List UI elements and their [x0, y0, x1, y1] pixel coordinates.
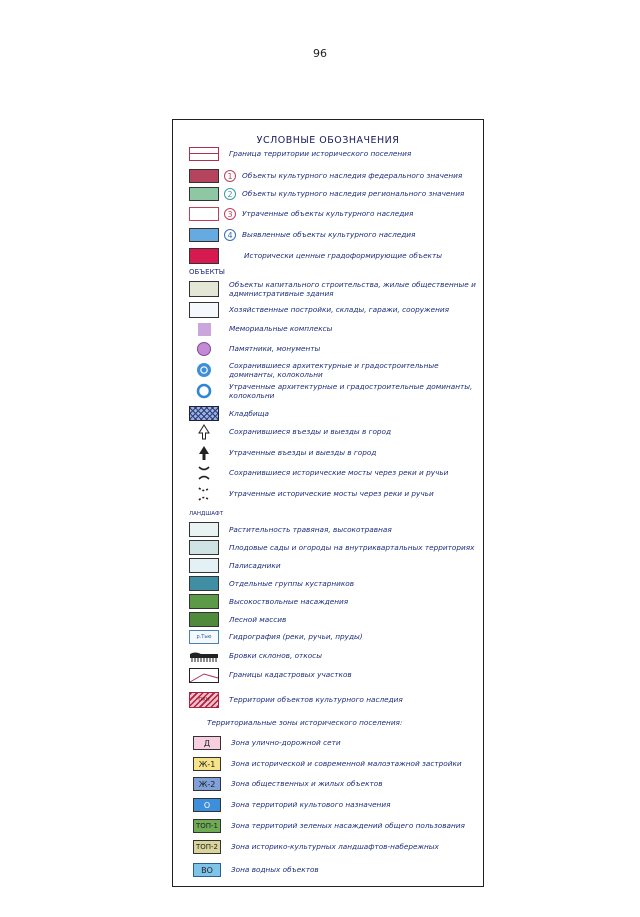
zone-row-zh2 — [193, 777, 477, 791]
legend-label: Исторически ценные градоформирующие объекты — [244, 251, 442, 261]
heritage-territory-swatch: ОКН — [189, 692, 219, 708]
legend-label: Растительность травяная, высокотравная — [229, 524, 392, 534]
legend-label: Объекты капитального строительства, жилые общественные и административные здания — [229, 280, 476, 299]
legend-label: Утраченные исторические мосты через реки и ручьи — [229, 489, 434, 499]
zone-row-zh1 — [193, 757, 477, 771]
legend-label: Территории объектов культурного наследия — [229, 695, 403, 705]
zone-badge: ТОП-1 — [193, 819, 221, 833]
grass-swatch — [189, 522, 219, 537]
legend-row-cadastral — [189, 667, 477, 683]
legend-label: Палисадники — [229, 560, 281, 570]
legend-label: Сохранившиеся архитектурные и градостроительные доминанты, колокольни — [229, 361, 439, 380]
legend-row-gardens — [189, 540, 477, 555]
legend-label: Границы кадастровых участков — [229, 670, 352, 680]
section-landscape: ЛАНДШАФТ — [189, 511, 224, 517]
legend-label: Высокоствольные насаждения — [229, 596, 349, 606]
legend-row-dominant — [189, 361, 477, 379]
zone-row-top2 — [193, 840, 477, 854]
shrubs-swatch — [189, 576, 219, 591]
federal-swatch — [189, 169, 219, 183]
zone-row-top1 — [193, 819, 477, 833]
legend-row-bridge — [189, 465, 477, 481]
legend-label: Сохранившиеся исторические мосты через реки и ручьи — [229, 468, 449, 478]
number-badge: 4 — [224, 229, 236, 241]
legend-row-shrubs — [189, 576, 477, 591]
legend-row-grass — [189, 522, 477, 537]
legend-row-identified — [189, 228, 477, 242]
regional-swatch — [189, 187, 219, 201]
legend-row-outbuildings — [189, 302, 477, 318]
legend-row-lost-dominant — [189, 382, 477, 400]
zone-badge: Ж-2 — [193, 777, 221, 791]
legend-row-boundary — [189, 147, 477, 161]
legend-label: Бровки склонов, откосы — [229, 651, 322, 661]
legend-label: Зона общественных и жилых объектов — [231, 779, 383, 789]
legend-row-entrance — [189, 424, 477, 440]
legend-row-lost-entrance — [189, 445, 477, 461]
legend-title: УСЛОВНЫЕ ОБОЗНАЧЕНИЯ — [256, 135, 400, 146]
legend-label: Зона историко-культурных ландшафтов-набережных — [231, 842, 439, 852]
legend-label: Отдельные группы кустарников — [229, 578, 355, 588]
zone-badge: ВО — [193, 863, 221, 877]
number-badge: 2 — [224, 188, 236, 200]
legend-label: Мемориальные комплексы — [229, 324, 333, 334]
zone-row-vo — [193, 863, 477, 877]
legend-row-regional — [189, 187, 477, 201]
number-badge: 1 — [224, 170, 236, 182]
cadastral-icon — [189, 667, 219, 683]
legend-row-hydro — [189, 630, 477, 644]
legend-row-forest — [189, 612, 477, 627]
identified-swatch — [189, 228, 219, 242]
cemetery-swatch — [189, 406, 219, 421]
legend-label: Хозяйственные постройки, склады, гаражи, сооружения — [229, 305, 449, 315]
legend-row-memorial — [189, 321, 477, 337]
legend-label: Гидрография (реки, ручьи, пруды) — [229, 632, 363, 642]
legend-label: Зона улично-дорожной сети — [231, 738, 341, 748]
legend-row-buildings — [189, 280, 477, 298]
zones-title: Территориальные зоны исторического поселения: — [207, 718, 403, 727]
section-objects: ОБЪЕКТЫ — [189, 268, 225, 276]
legend-label: Зона водных объектов — [231, 865, 319, 875]
legend-label: Памятники, монументы — [229, 344, 321, 354]
front-gardens-swatch — [189, 558, 219, 573]
legend-row-tall-trees — [189, 594, 477, 609]
legend-label: Зона территорий культового назначения — [231, 800, 391, 810]
legend-label: Лесной массив — [229, 614, 287, 624]
legend-label: Зона территорий зеленых насаждений общего пользования — [231, 821, 465, 831]
zone-badge: ТОП-2 — [193, 840, 221, 854]
legend-row-front-gardens — [189, 558, 477, 573]
monument-icon — [189, 341, 219, 357]
legend-label: Утраченные въезды и выезды в город — [229, 448, 377, 458]
tall-trees-swatch — [189, 594, 219, 609]
legend-label: Объекты культурного наследия федерального значения — [242, 171, 463, 181]
legend-label: Утраченные архитектурные и градостроительные доминанты, колокольни — [229, 382, 473, 401]
boundary-swatch — [189, 147, 219, 161]
lost-entrance-arrow-icon — [189, 445, 219, 461]
legend-label: Объекты культурного наследия регионального значения — [242, 189, 465, 199]
legend-row-cemetery — [189, 406, 477, 421]
legend-label: Выявленные объекты культурного наследия — [242, 230, 416, 240]
legend-label: Кладбища — [229, 408, 269, 418]
legend-label: Плодовые сады и огороды на внутриквартальных территориях — [229, 542, 475, 552]
bridge-icon — [189, 465, 219, 481]
zone-badge: Д — [193, 736, 221, 750]
zone-row-o — [193, 798, 477, 812]
legend-row-slopes — [189, 648, 477, 664]
legend-row-lost-bridge — [189, 486, 477, 502]
legend-label: Сохранившиеся въезды и выезды в город — [229, 427, 392, 437]
buildings-swatch — [189, 281, 219, 297]
legend-frame — [172, 119, 484, 887]
page-number: 96 — [313, 47, 327, 60]
slope-icon — [189, 648, 219, 664]
legend-row-heritage-territory — [189, 692, 477, 708]
legend-row-valuable — [189, 248, 477, 264]
dominant-icon — [189, 362, 219, 378]
gardens-swatch — [189, 540, 219, 555]
lost-dominant-icon — [189, 383, 219, 399]
legend-row-federal — [189, 169, 477, 183]
zone-badge: О — [193, 798, 221, 812]
legend-row-lost — [189, 207, 477, 221]
legend-row-monument — [189, 341, 477, 357]
valuable-swatch — [189, 248, 219, 264]
number-badge: 3 — [224, 208, 236, 220]
outbuildings-swatch — [189, 302, 219, 318]
legend-label: Зона исторической и современной малоэтажной застройки — [231, 759, 462, 769]
hydro-swatch: р.Тью — [189, 630, 219, 644]
memorial-icon — [189, 321, 219, 337]
forest-swatch — [189, 612, 219, 627]
legend-label: Граница территории исторического поселения — [229, 149, 412, 159]
zone-badge: Ж-1 — [193, 757, 221, 771]
entrance-arrow-icon — [189, 424, 219, 440]
lost-bridge-icon — [189, 486, 219, 502]
legend-label: Утраченные объекты культурного наследия — [242, 209, 414, 219]
lost-swatch — [189, 207, 219, 221]
zone-row-d — [193, 736, 477, 750]
